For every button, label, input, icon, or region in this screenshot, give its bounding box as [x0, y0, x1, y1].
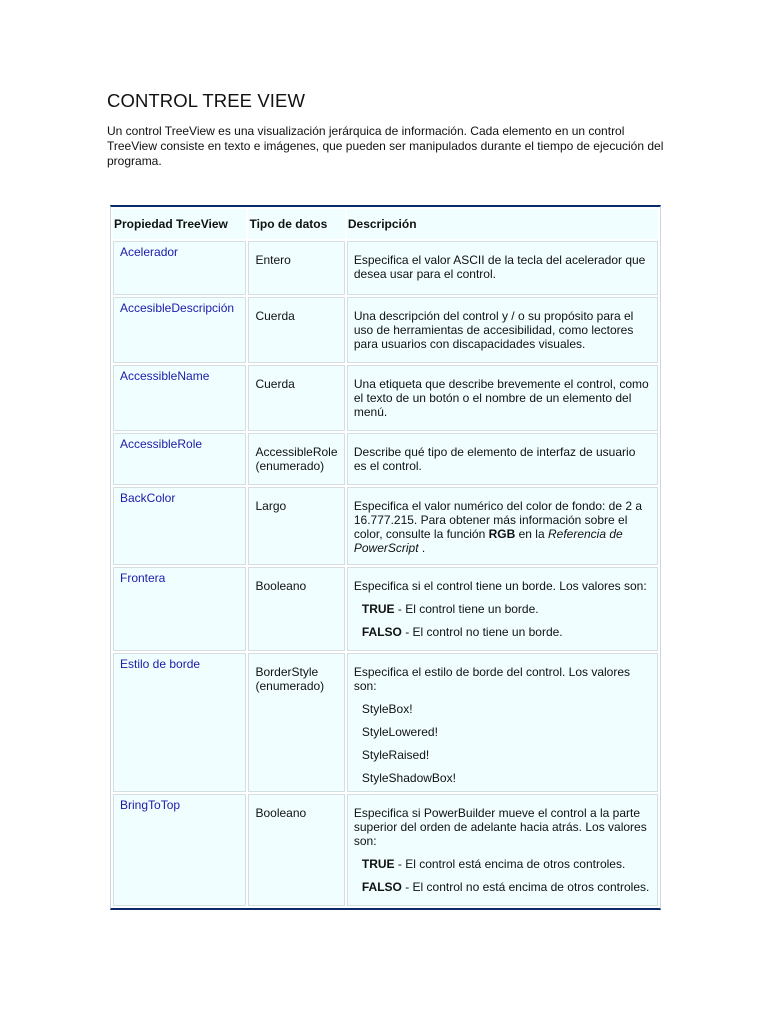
description-cell: Una etiqueta que describe brevemente el control, como el texto de un botón o el nombre de un elemento del menú.	[347, 365, 658, 431]
header-type: Tipo de datos	[248, 209, 344, 239]
type-cell: Cuerda	[248, 365, 344, 431]
description-cell	[347, 487, 658, 565]
value-item	[362, 625, 651, 639]
description-text: .	[418, 541, 426, 555]
type-cell: BorderStyle (enumerado)	[248, 653, 344, 792]
table-row	[113, 365, 658, 431]
value-item	[362, 857, 651, 871]
value-text: - El control no está encima de otros controles.	[401, 880, 650, 894]
value-item: StyleRaised!	[361, 748, 430, 762]
description-text: Especifica si PowerBuilder mueve el control a la parte superior del orden de adelante hacia atrás. Los valores son:	[353, 806, 647, 848]
value-key: FALSO	[361, 880, 402, 894]
value-item: StyleShadowBox!	[361, 771, 456, 785]
header-property: Propiedad TreeView	[113, 209, 246, 239]
type-cell: AccessibleRole (enumerado)	[248, 433, 344, 485]
description-cell: Una descripción del control y / o su propósito para el uso de herramientas de accesibilidad, como lectores para usuarios con discapacidades visuales.	[347, 297, 658, 363]
value-key: TRUE	[361, 602, 395, 616]
type-cell: Largo	[248, 487, 344, 565]
table-row	[113, 241, 658, 295]
value-key: FALSO	[361, 625, 402, 639]
description-text: Especifica el valor numérico del color de fondo: de 2 a 16.777.215. Para obtener más información sobre el color, consulte la función	[353, 499, 643, 541]
type-cell: Cuerda	[248, 297, 344, 363]
type-cell: Entero	[248, 241, 344, 295]
property-cell: AccessibleName	[113, 365, 246, 431]
value-text: - El control está encima de otros controles.	[394, 857, 626, 871]
table-header-row	[113, 209, 658, 239]
table-row	[113, 567, 658, 651]
description-text: Especifica si el control tiene un borde. Los valores son:	[353, 579, 647, 593]
description-cell: Describe qué tipo de elemento de interfaz de usuario es el control.	[347, 433, 658, 485]
value-item	[362, 602, 651, 616]
description-cell	[347, 794, 658, 906]
powerscript-reference: Referencia de PowerScript	[353, 527, 623, 555]
description-cell	[347, 653, 658, 792]
page-title: CONTROL TREE VIEW	[107, 90, 306, 111]
value-key: TRUE	[361, 857, 395, 871]
description-cell: Especifica el valor ASCII de la tecla del acelerador que desea usar para el control.	[347, 241, 658, 295]
property-cell: AccessibleRole	[113, 433, 246, 485]
table-row	[113, 297, 658, 363]
value-item: StyleBox!	[361, 702, 413, 716]
header-description: Descripción	[347, 209, 658, 239]
table-row	[113, 487, 658, 565]
value-text: - El control tiene un borde.	[394, 602, 539, 616]
intro-paragraph: Un control TreeView es una visualización jerárquica de información. Cada elemento en un control TreeView consiste en texto e imágenes, que pueden ser manipulados durante el tiempo de ejecución del programa.	[107, 124, 664, 168]
description-text: Especifica el estilo de borde del control. Los valores son:	[353, 665, 631, 693]
property-cell: BackColor	[113, 487, 246, 565]
value-item	[362, 880, 651, 894]
properties-table	[110, 205, 661, 910]
property-cell: AccesibleDescripción	[113, 297, 246, 363]
table-row	[113, 653, 658, 792]
property-cell: Frontera	[113, 567, 246, 651]
rgb-function-name: RGB	[488, 527, 516, 541]
table-row	[113, 433, 658, 485]
property-cell: Estilo de borde	[113, 653, 246, 792]
description-cell	[347, 567, 658, 651]
property-cell: BringToTop	[113, 794, 246, 906]
value-text: - El control no tiene un borde.	[401, 625, 563, 639]
property-cell: Acelerador	[113, 241, 246, 295]
table-row	[113, 794, 658, 906]
type-cell: Booleano	[248, 567, 344, 651]
description-text: en la	[515, 527, 548, 541]
type-cell: Booleano	[248, 794, 344, 906]
value-item: StyleLowered!	[361, 725, 438, 739]
